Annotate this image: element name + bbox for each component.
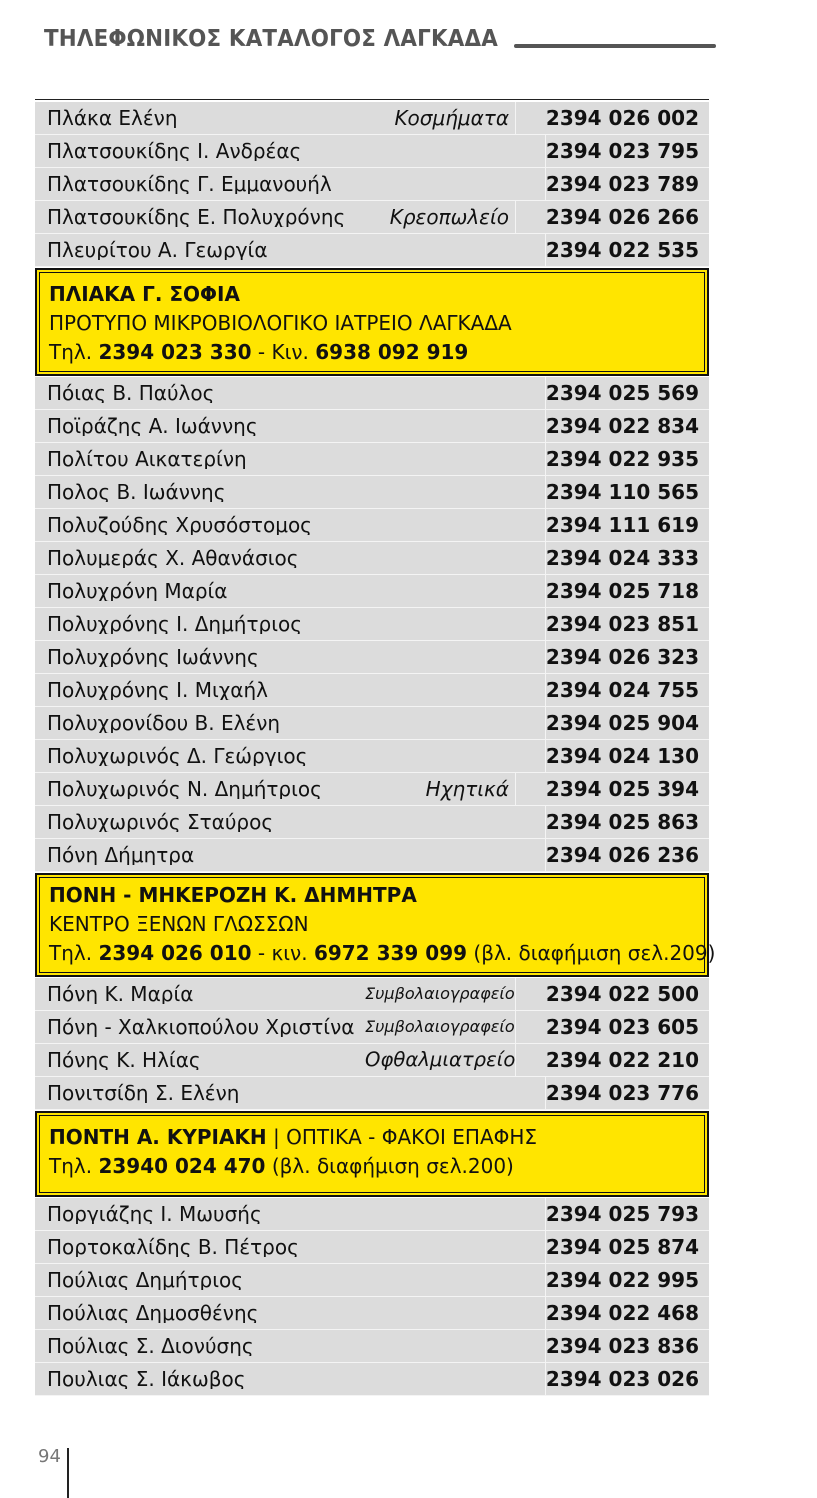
listing-category: Συμβολαιογραφείο [365,983,515,1003]
ad-mobile-number: 6972 339 099 [313,941,468,965]
ad-box-pliaka [35,268,709,376]
ad-tel-number: 23940 024 470 [98,1154,266,1178]
listing-phone: 2394 025 863 [545,806,709,838]
listing-phone: 2394 025 394 [515,773,709,805]
listing-phone: 2394 026 002 [515,102,709,134]
listing-phone: 2394 023 026 [545,1363,709,1395]
listing-name: Πολυχωρινός Ν. Δημήτριος [47,779,322,799]
page-number: 94 [38,1446,61,1467]
listing-phone: 2394 025 718 [545,575,709,607]
ad-business-name: ΠΛΙΑΚΑ Γ. ΣΟΦΙΑ [49,282,240,306]
listing-name: Πολυχωρινός Δ. Γεώργιος [47,746,308,766]
listing-row [35,674,709,707]
listing-row [35,1077,709,1110]
listing-name: Πλατσουκίδης Γ. Εμμανουήλ [47,174,332,194]
ad-tel-label: Τηλ. [49,1154,93,1178]
listing-name: Πολυχρόνης Ιωάννης [47,647,259,667]
listing-phone: 2394 022 834 [545,410,709,442]
listing-row [35,575,709,608]
listing-row [35,641,709,674]
listing-name: Ποργιάζης Ι. Μωυσής [47,1204,262,1224]
listing-row [35,608,709,641]
listing-row [35,168,709,201]
listing-name: Πολος Β. Ιωάννης [47,482,226,502]
ad-business-name: ΠΟΝΗ - ΜΗΚΕΡΟΖΗ Κ. ΔΗΜΗΤΡΑ [49,883,417,907]
listing-row [35,102,709,135]
listing-row [35,1297,709,1330]
listing-name: Πλατσουκίδης Ε. Πολυχρόνης [47,207,346,227]
listing-name: Πονιτσίδη Σ. Ελένη [47,1083,240,1103]
footer-rule [67,1448,69,1498]
listing-category: Ηχητικά [425,777,509,801]
ad-box-poni [35,873,716,977]
ad-note: (βλ. διαφήμιση σελ.209) [467,941,716,965]
ad-tel-label: Τηλ. [49,941,93,965]
listing-row [35,377,709,410]
ad-tel-number: 2394 023 330 [98,340,252,364]
listing-name: Πούλιας Σ. Διονύσης [47,1336,254,1356]
listing-phone: 2394 023 789 [545,168,709,200]
listing-phone: 2394 110 565 [545,476,709,508]
listing-name: Πόνη - Χαλκιοπούλου Χριστίνα [47,1017,355,1037]
listing-row [35,707,709,740]
listing-name: Πλάκα Ελένη [47,108,178,128]
listing-name: Ποϊράζης Α. Ιωάννης [47,416,258,436]
listing-row [35,201,709,234]
ad-business-name: ΠΟΝΤΗ Α. ΚΥΡΙΑΚΗ [49,1125,267,1149]
listing-phone: 2394 023 795 [545,135,709,167]
listing-row [35,509,709,542]
listing-name: Πόνη Δήμητρα [47,845,195,865]
listing-name: Πούλιας Δημήτριος [47,1270,243,1290]
listing-phone: 2394 023 851 [545,608,709,640]
listing-row [35,1231,709,1264]
listing-name: Πόνης Κ. Ηλίας [47,1050,201,1070]
listing-phone: 2394 022 210 [515,1044,709,1076]
listing-phone: 2394 026 266 [515,201,709,233]
listing-category: Συμβολαιογραφείο [365,1016,515,1036]
listing-group-d [35,1198,709,1396]
ad-mobile-label: Κιν. [271,340,309,364]
listing-name: Πουλιας Σ. Ιάκωβος [47,1369,246,1389]
listing-phone: 2394 026 323 [545,641,709,673]
listing-phone: 2394 025 874 [545,1231,709,1263]
listing-row [35,1264,709,1297]
ad-tel-number: 2394 026 010 [98,941,252,965]
listing-phone: 2394 022 535 [545,234,709,266]
ad-separator: - [251,941,272,965]
listing-phone: 2394 023 836 [545,1330,709,1362]
listing-row [35,740,709,773]
listing-row [35,234,709,267]
listing-phone: 2394 022 468 [545,1297,709,1329]
listing-phone: 2394 024 755 [545,674,709,706]
directory [35,99,716,1396]
listing-phone: 2394 025 904 [545,707,709,739]
listing-phone: 2394 025 569 [545,377,709,409]
listing-phone: 2394 022 995 [545,1264,709,1296]
listing-phone: 2394 111 619 [545,509,709,541]
listing-row [35,1330,709,1363]
listing-name: Πόνη Κ. Μαρία [47,984,194,1004]
listing-name: Πλευρίτου Α. Γεωργία [47,240,268,260]
listing-group-c [35,978,709,1110]
listing-name: Πορτοκαλίδης Β. Πέτρος [47,1237,299,1257]
listing-group-a [35,102,709,267]
listing-row [35,1198,709,1231]
listing-phone: 2394 022 935 [545,443,709,475]
directory-top-rule [35,99,709,100]
listing-group-b [35,377,709,872]
listing-row [35,476,709,509]
ad-divider: | [266,1125,287,1149]
page-header [44,26,532,52]
ad-business-description: ΚΕΝΤΡΟ ΞΕΝΩΝ ΓΛΩΣΣΩΝ [49,912,309,936]
listing-row [35,410,709,443]
listing-row [35,806,709,839]
listing-row [35,773,709,806]
listing-row [35,542,709,575]
listing-name: Πολυχρόνης Ι. Δημήτριος [47,614,302,634]
listing-name: Πόιας Β. Παύλος [47,383,215,403]
ad-note: (βλ. διαφήμιση σελ.200) [265,1154,514,1178]
listing-phone: 2394 024 130 [545,740,709,772]
listing-phone: 2394 022 500 [515,978,709,1010]
listing-row [35,1363,709,1396]
listing-category: Κρεοπωλείο [389,205,509,229]
listing-name: Πολυχρονίδου Β. Ελένη [47,713,281,733]
listing-row [35,1011,709,1044]
listing-row [35,443,709,476]
header-rule [514,44,716,48]
ad-tel-label: Τηλ. [49,340,93,364]
listing-name: Πολίτου Αικατερίνη [47,449,247,469]
listing-row [35,978,709,1011]
listing-phone: 2394 025 793 [545,1198,709,1230]
ad-mobile-number: 6938 092 919 [315,340,469,364]
ad-box-ponti [35,1111,709,1197]
listing-row [35,1044,709,1077]
listing-name: Πολυχρόνη Μαρία [47,581,228,601]
listing-phone: 2394 024 333 [545,542,709,574]
listing-name: Πολυχωρινός Σταύρος [47,812,274,832]
listing-name: Πλατσουκίδης Ι. Ανδρέας [47,141,302,161]
listing-phone: 2394 023 605 [515,1011,709,1043]
listing-phone: 2394 026 236 [545,839,709,871]
ad-business-description: ΟΠΤΙΚΑ - ΦΑΚΟΙ ΕΠΑΦΗΣ [286,1125,538,1149]
listing-phone: 2394 023 776 [545,1077,709,1109]
ad-separator: - [251,340,272,364]
listing-row [35,135,709,168]
listing-category: Οφθαλμιατρείο [365,1048,516,1072]
listing-row [35,839,709,872]
ad-business-description: ΠΡΟΤΥΠΟ ΜΙΚΡΟΒΙΟΛΟΓΙΚΟ ΙΑΤΡΕΙΟ ΛΑΓΚΑΔΑ [49,311,512,335]
listing-name: Πολυχρόνης Ι. Μιχαήλ [47,680,268,700]
listing-name: Πούλιας Δημοσθένης [47,1303,259,1323]
ad-mobile-label: κιν. [271,941,308,965]
listing-category: Κοσμήματα [394,106,509,130]
listing-name: Πολυζούδης Χρυσόστομος [47,515,312,535]
listing-name: Πολυμεράς Χ. Αθανάσιος [47,548,299,568]
page-title: ΤΗΛΕΦΩΝΙΚΟΣ ΚΑΤΑΛΟΓΟΣ ΛΑΓΚΑΔΑ [44,26,498,52]
